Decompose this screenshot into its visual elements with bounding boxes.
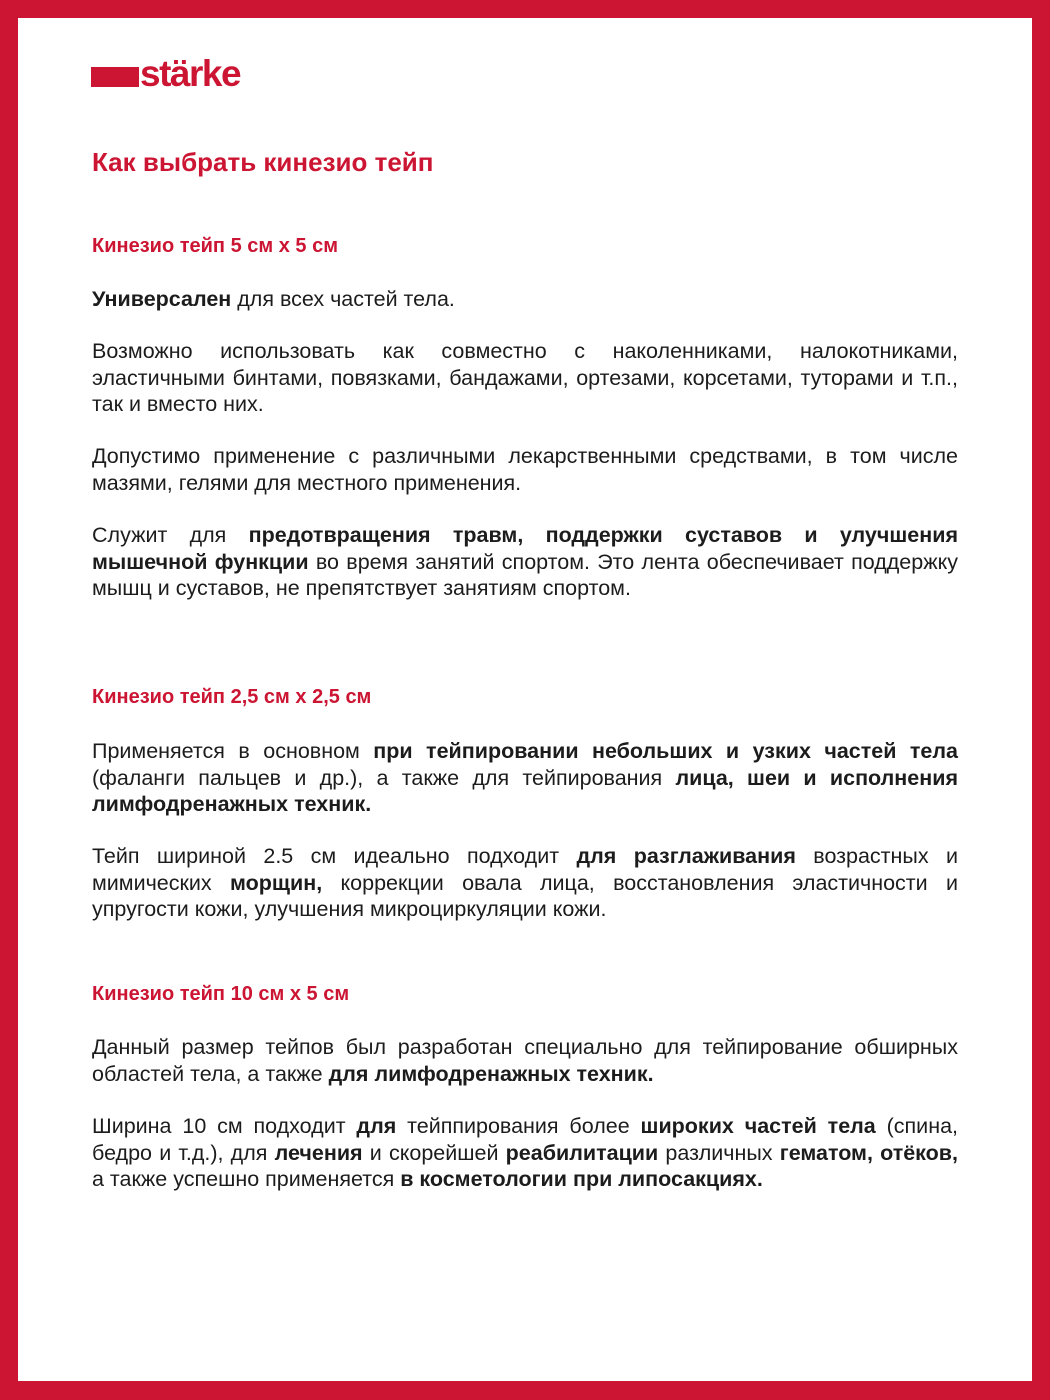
bold-text: в косметологии при липосакциях. [400,1167,763,1191]
bold-text: предотвращения травм, поддержки суставов и улучшения мышечной функции [92,523,958,574]
text-run: Тейп шириной 2.5 см идеально подходит [92,844,577,868]
logo-text: stärke [140,53,241,94]
bold-text: гематом, отёков, [779,1140,958,1165]
page-title: Как выбрать кинезио тейп [92,147,434,177]
text-run: а также успешно применяется [92,1167,401,1191]
text-run: различных [658,1140,780,1165]
paragraph [92,1034,958,1087]
text-run: Данный размер тейпов был разработан специально для тейпирование обширных областей тела, а также [92,1035,958,1086]
text-run: и скорейшей [362,1140,506,1165]
text-run: во время занятий спортом. Это лента обеспечивает поддержку мышц и суставов, не препятствует занятиям спортом. [92,549,958,600]
text-run: Применяется в основном [92,739,374,763]
section-heading: Кинезио тейп 10 см х 5 см [92,983,350,1005]
paragraph [92,522,958,602]
logo-bar [91,67,139,87]
bold-text: для разглаживания [576,844,796,868]
text-run: Служит для [92,523,249,547]
text-run: тейппирования более [396,1114,641,1138]
text-run: Ширина 10 см подходит [92,1114,357,1138]
bold-text: при тейпировании небольших и узких частей тела [373,739,958,763]
bold-text: реабилитации [505,1140,659,1165]
bold-text: широких частей тела [640,1114,876,1138]
paragraph [92,843,958,923]
bold-text: Универсален [92,287,232,311]
bold-text: морщин, [229,870,323,895]
bold-text: лечения [274,1140,363,1165]
text-run: для всех частей тела. [231,287,455,311]
text-run: (спина, бедро и т.д.), для [92,1114,958,1165]
brand-logo [91,53,241,94]
bold-text: лица, шеи и исполнения лимфодренажных техник. [92,765,959,816]
text-run: коррекции овала лица, восстановления эластичности и упругости кожи, улучшения микроциркуляции кожи. [92,870,958,921]
paragraph [92,443,958,496]
bold-text: для лимфодренажных техник. [328,1061,654,1086]
paragraph [92,286,958,313]
text-run: Возможно использовать как совместно с наколенниками, налокотниками, эластичными бинтами, повязками, бандажами, ортезами, корсетами, туторами и т.п., так и вместо них. [92,339,958,416]
paragraph [92,738,958,818]
text-run: возрастных и мимических [92,844,958,895]
section-heading: Кинезио тейп 2,5 см х 2,5 см [92,686,372,708]
page-frame [18,18,1032,1381]
text-run: Допустимо применение с различными лекарственными средствами, в том числе мазями, гелями для местного применения. [92,444,958,495]
paragraph [92,1113,958,1193]
section-heading: Кинезио тейп 5 см х 5 см [92,235,338,257]
paragraph [92,338,958,418]
bold-text: для [356,1114,397,1138]
text-run: (фаланги пальцев и др.), а также для тейпирования [92,765,676,790]
